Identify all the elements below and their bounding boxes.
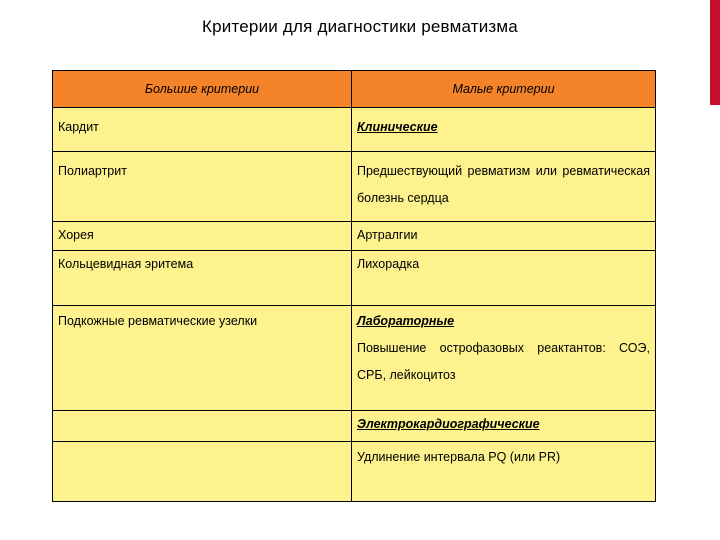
minor-fever-cell bbox=[352, 250, 656, 305]
minor-fever: Лихорадка bbox=[357, 256, 420, 271]
minor-lab-heading: Лабораторные bbox=[357, 314, 455, 329]
major-chorea-cell bbox=[53, 221, 352, 250]
minor-prior-rheumatism-cell bbox=[352, 152, 656, 221]
table-row bbox=[53, 221, 656, 250]
table-row bbox=[53, 250, 656, 305]
minor-clinical-heading: Клинические bbox=[357, 120, 438, 134]
table-row bbox=[53, 108, 656, 152]
minor-arthralgia-cell bbox=[352, 221, 656, 250]
major-carditis: Кардит bbox=[58, 120, 99, 134]
minor-clinical-heading-cell bbox=[352, 108, 656, 152]
table-header-row bbox=[53, 71, 656, 108]
major-chorea: Хорея bbox=[58, 227, 94, 242]
minor-pq-cell bbox=[352, 442, 656, 502]
minor-arthralgia: Артралгии bbox=[357, 227, 418, 242]
criteria-table bbox=[52, 70, 656, 502]
major-empty-cell bbox=[53, 411, 352, 442]
major-polyarthritis-cell bbox=[53, 152, 352, 221]
minor-pq-prolongation: Удлинение интервала PQ (или PR) bbox=[357, 450, 561, 465]
table-row bbox=[53, 306, 656, 411]
table-row bbox=[53, 152, 656, 221]
minor-ecg-heading-cell bbox=[352, 411, 656, 442]
major-nodules: Подкожные ревматические узелки bbox=[58, 314, 258, 329]
major-nodules-cell bbox=[53, 306, 352, 411]
header-major-criteria: Большие критерии bbox=[53, 71, 352, 108]
table-row bbox=[53, 442, 656, 502]
minor-lab-cell bbox=[352, 306, 656, 411]
major-carditis-cell bbox=[53, 108, 352, 152]
major-empty-cell bbox=[53, 442, 352, 502]
minor-prior-rheumatism: Предшествующий ревматизм или ревматическая болезнь сердца bbox=[357, 164, 650, 206]
header-minor-criteria: Малые критерии bbox=[352, 71, 656, 108]
major-polyarthritis: Полиартрит bbox=[58, 164, 127, 179]
accent-bar bbox=[710, 0, 720, 105]
table-row bbox=[53, 411, 656, 442]
minor-ecg-heading: Электрокардиографические bbox=[357, 417, 540, 432]
slide-title: Критерии для диагностики ревматизма bbox=[202, 17, 518, 36]
major-erythema-cell bbox=[53, 250, 352, 305]
major-erythema: Кольцевидная эритема bbox=[58, 256, 194, 271]
minor-acute-phase: Повышение острофазовых реактантов: СОЭ, СРБ, лейкоцитоз bbox=[357, 341, 650, 383]
